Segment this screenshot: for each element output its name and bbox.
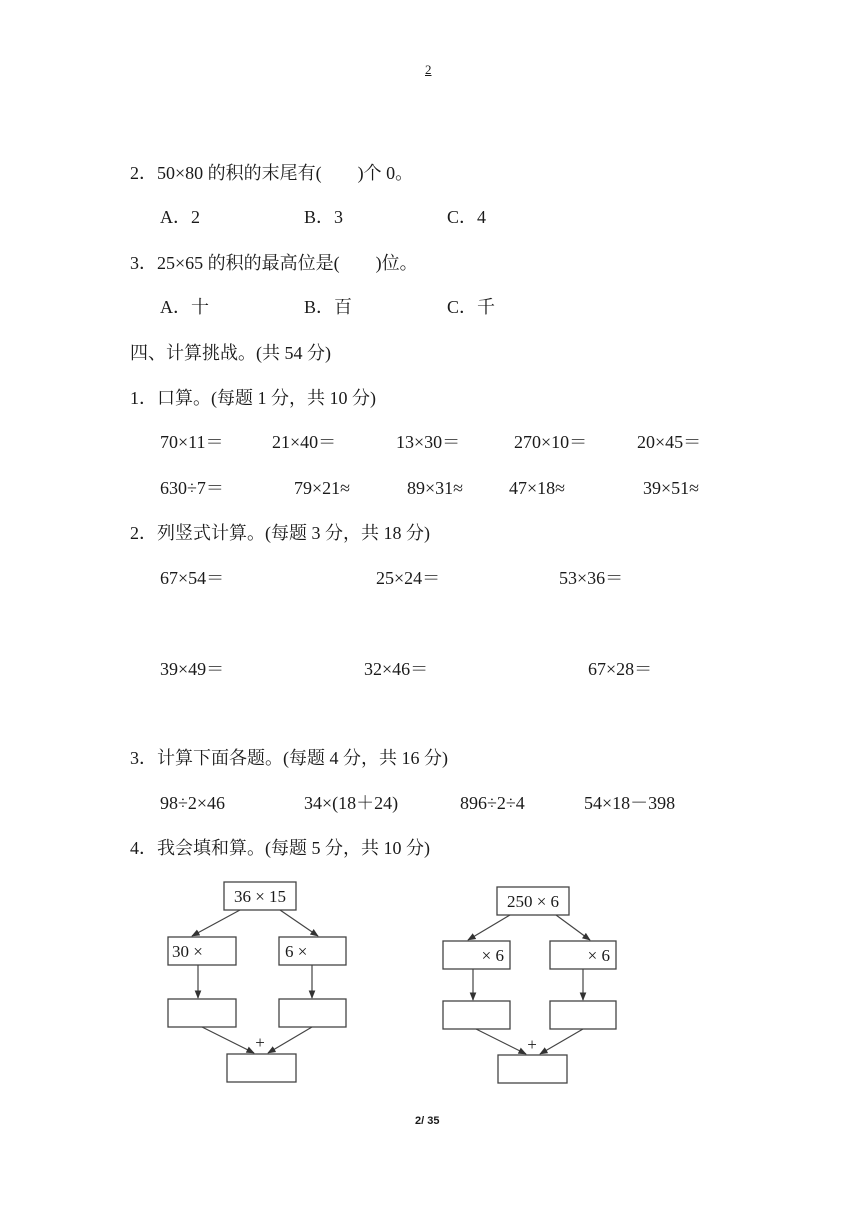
part-1-title: 1．口算。(每题 1 分，共 10 分) (130, 388, 376, 408)
vertical-calc-item: 25×24＝ (376, 568, 441, 588)
oral-calc-item: 47×18≈ (509, 478, 566, 498)
part-4-title: 4．我会填和算。(每题 5 分，共 10 分) (130, 838, 430, 858)
header-page-number: 2 (425, 62, 432, 77)
oral-calc-item: 70×11＝ (160, 432, 224, 452)
question-3-stem: 3．25×65 的积的最高位是( )位。 (130, 253, 418, 273)
calc-item: 54×18－398 (584, 793, 676, 813)
diagram-2-right-answer-box[interactable] (550, 1001, 616, 1029)
question-2-stem: 2．50×80 的积的末尾有( )个 0。 (130, 163, 414, 183)
question-2-option-b: B．3 (304, 207, 344, 227)
section-4-title: 四、计算挑战。(共 54 分) (130, 343, 331, 363)
oral-calc-item: 13×30＝ (396, 432, 461, 452)
vertical-calc-item: 32×46＝ (364, 659, 429, 679)
part-3-title: 3．计算下面各题。(每题 4 分，共 16 分) (130, 748, 448, 768)
oral-calc-item: 21×40＝ (272, 432, 337, 452)
diagram-1-plus-sign: + (255, 1033, 265, 1052)
question-3-option-a: A．十 (160, 297, 209, 317)
vertical-calc-item: 39×49＝ (160, 659, 225, 679)
diagram-2-top-label: 250 × 6 (506, 892, 560, 911)
diagram-1-top-label: 36 × 15 (233, 887, 287, 906)
question-2-option-c: C．4 (447, 207, 487, 227)
question-2-option-a: A．2 (160, 207, 200, 227)
diagram-2-right-label: × 6 (587, 946, 610, 965)
oral-calc-item: 630÷7＝ (160, 478, 224, 498)
diagram-1-left-label: 30 × (172, 942, 203, 961)
calc-item: 896÷2÷4 (460, 793, 525, 813)
calc-item: 34×(18＋24) (304, 793, 399, 813)
footer-page-indicator: 2/ 35 (415, 1115, 440, 1127)
vertical-calc-item: 67×54＝ (160, 568, 225, 588)
oral-calc-item: 89×31≈ (407, 478, 464, 498)
question-3-option-b: B．百 (304, 297, 353, 317)
vertical-calc-item: 53×36＝ (559, 568, 624, 588)
diagram-1-left-answer-box[interactable] (168, 999, 236, 1027)
diagram-2-left-label: × 6 (481, 946, 504, 965)
diagram-1-right-answer-box[interactable] (279, 999, 346, 1027)
question-3-option-c: C．千 (447, 297, 496, 317)
calc-item: 98÷2×46 (160, 793, 226, 813)
oral-calc-item: 39×51≈ (643, 478, 700, 498)
diagram-2 (443, 887, 616, 1083)
diagram-1 (168, 882, 346, 1082)
part-2-title: 2．列竖式计算。(每题 3 分，共 18 分) (130, 523, 430, 543)
vertical-calc-item: 67×28＝ (588, 659, 653, 679)
diagram-2-left-answer-box[interactable] (443, 1001, 510, 1029)
diagram-2-plus-sign: + (527, 1035, 537, 1054)
oral-calc-item: 20×45＝ (637, 432, 702, 452)
diagram-1-right-label: 6 × (285, 942, 308, 961)
oral-calc-item: 79×21≈ (294, 478, 351, 498)
diagram-1-sum-box[interactable] (227, 1054, 296, 1082)
diagram-2-sum-box[interactable] (498, 1055, 567, 1083)
oral-calc-item: 270×10＝ (514, 432, 588, 452)
